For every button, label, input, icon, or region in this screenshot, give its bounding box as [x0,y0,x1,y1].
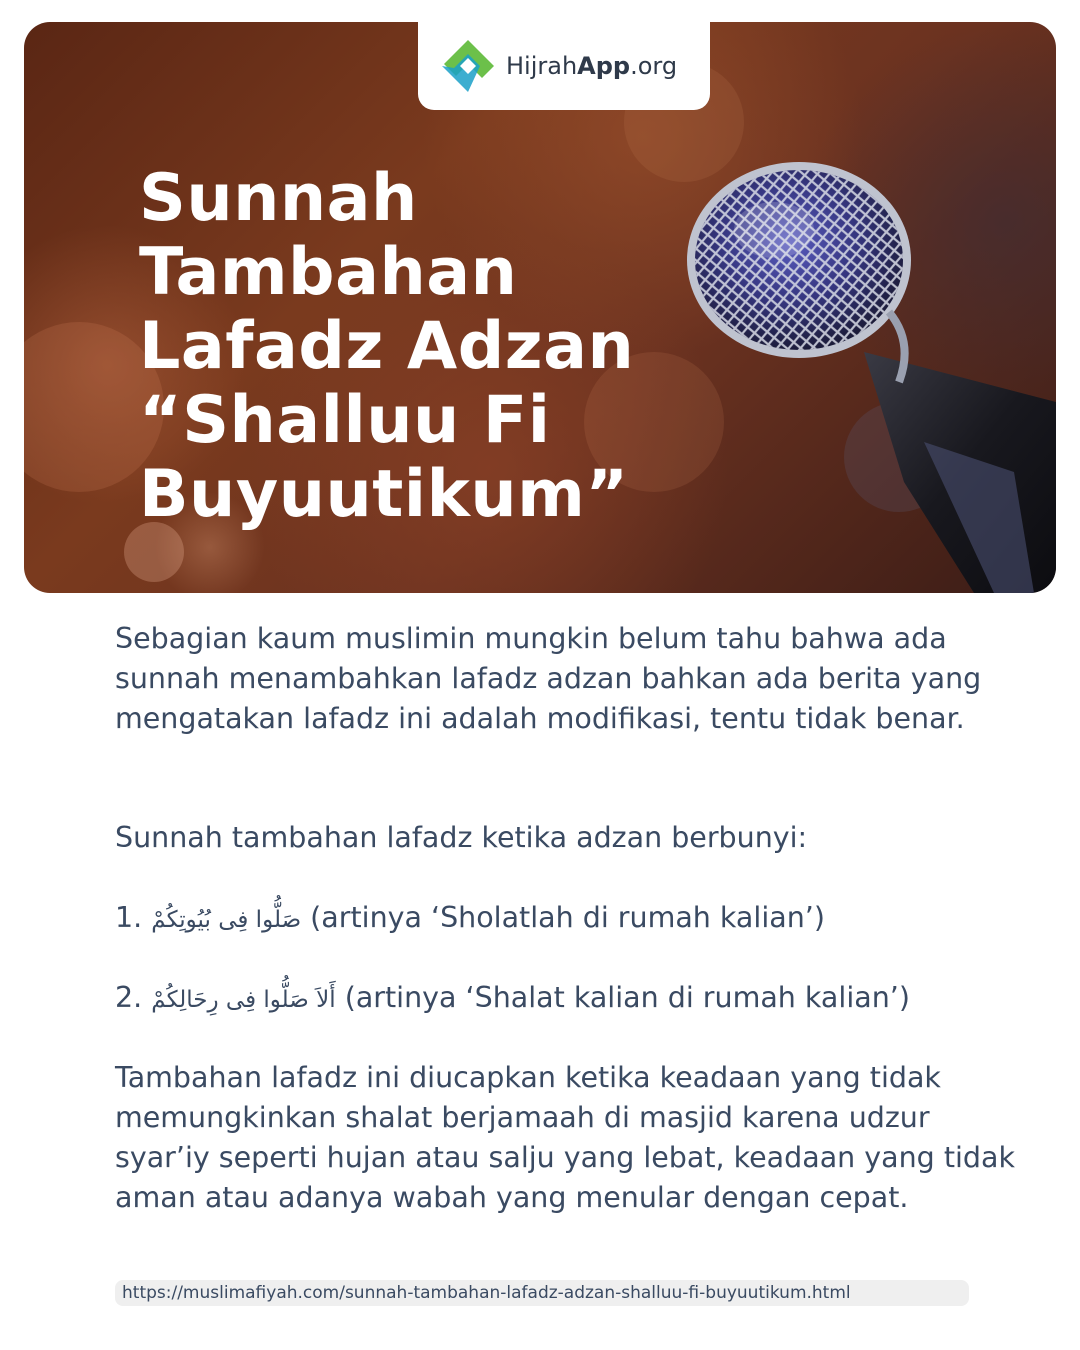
list-item-number: 2. [115,981,143,1014]
page-title [139,162,679,532]
hijrahapp-logo-icon [438,36,498,96]
closing-paragraph: Tambahan lafadz ini diucapkan ketika keadaan yang tidak memungkinkan shalat berjamaah di masjid karena udzur syar’iy seperti hujan atau salju yang lebat, keadaan yang tidak aman atau adanya wabah yang menular dengan cepat. [115,1061,1015,1214]
intro-paragraph: Sebagian kaum muslimin mungkin belum tahu bahwa ada sunnah menambahkan lafadz adzan bahkan ada berita yang mengatakan lafadz ini adalah modifikasi, tentu tidak benar. [115,622,982,735]
hero-banner [24,22,1056,593]
list-item-arabic: أَلاَ صَلُّوا فِى رِحَالِكُمْ [151,987,336,1013]
list-item [115,898,1015,940]
source-link[interactable]: https://muslimafiyah.com/sunnah-tambahan-lafadz-adzan-shalluu-fi-buyuutikum.html [115,1280,969,1306]
list-item-number: 1. [115,901,143,934]
brand-name [506,52,677,80]
microphone-image [674,142,1056,593]
lead-paragraph: Sunnah tambahan lafadz ketika adzan berbunyi: [115,821,808,854]
title-line: Tambahan [139,235,518,310]
list-item [115,978,1015,1020]
brand-name-bold: App [577,52,631,80]
title-line: Lafadz Adzan [139,309,635,384]
brand-name-suffix: .org [630,52,678,80]
title-line: “Shalluu Fi [139,383,551,458]
brand-name-regular: Hijrah [506,52,578,80]
title-line: Buyuutikum” [139,457,629,532]
list-item-arabic: صَلُّوا فِى بُيُوتِكُمْ [151,907,302,933]
list-item-meaning: (artinya ‘Sholatlah di rumah kalian’) [310,901,825,934]
list-item-meaning: (artinya ‘Shalat kalian di rumah kalian’) [344,981,910,1014]
brand-logo[interactable] [418,22,710,110]
title-line: Sunnah [139,161,418,236]
